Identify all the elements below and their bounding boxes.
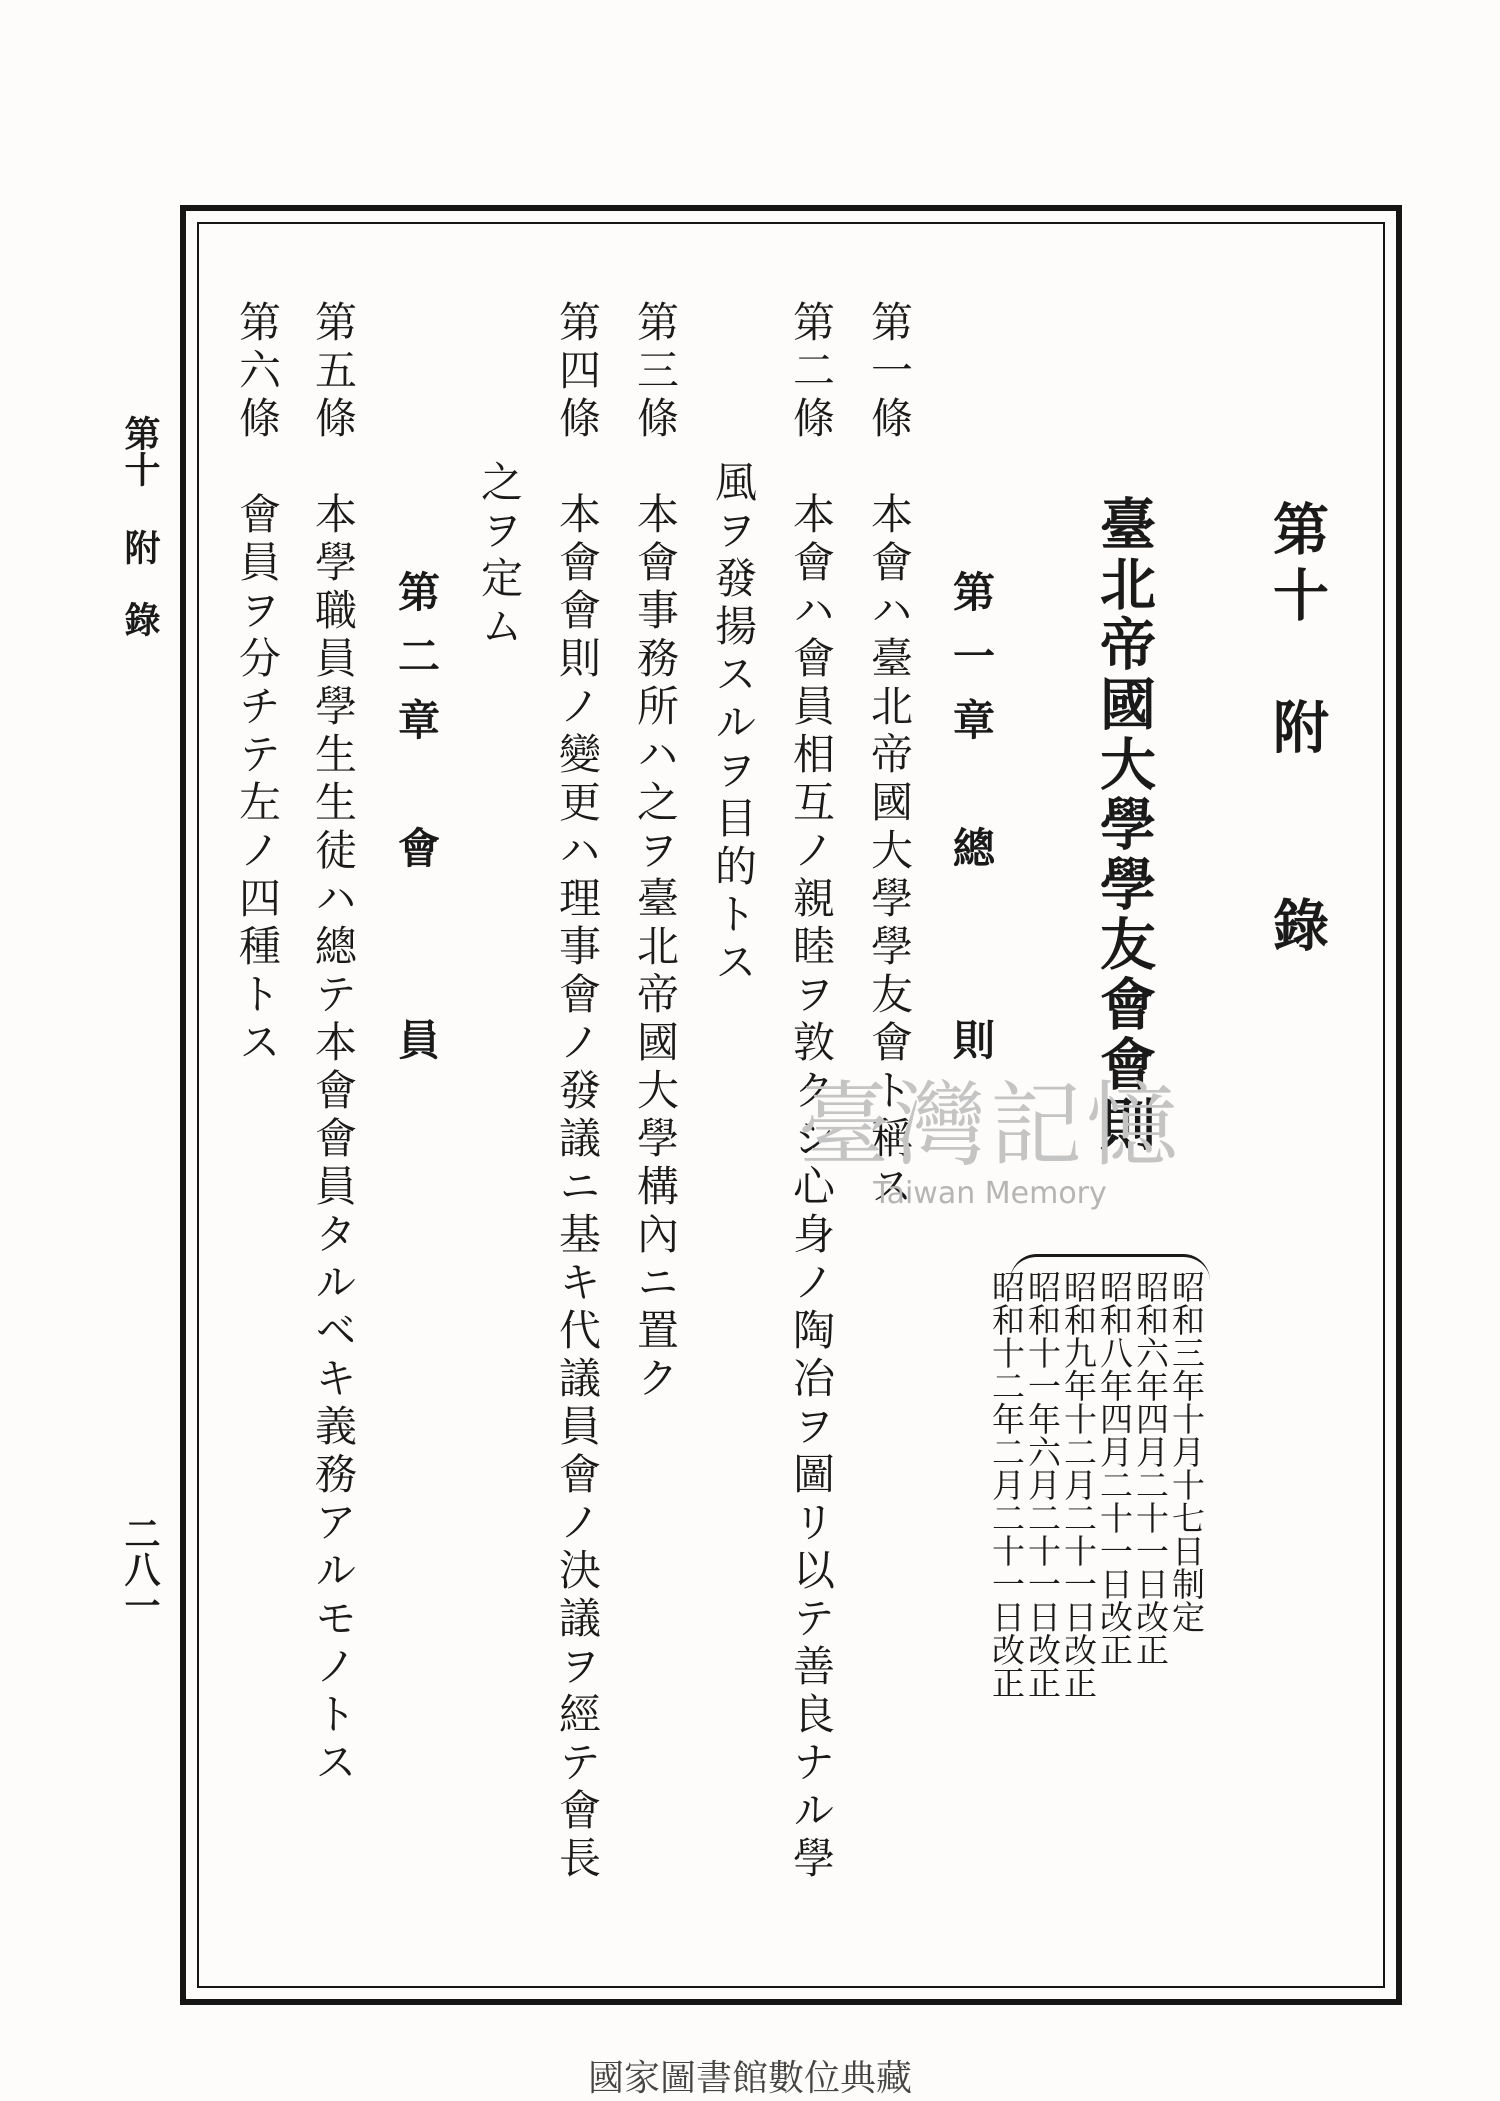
article-5: 第五條 本學職員學生生徒ハ總テ本會會員タルベキ義務アルモノトス — [309, 300, 358, 1788]
article-2: 第二條 本會ハ會員相互ノ親睦ヲ敦クシ心身ノ陶冶ヲ圖リ以テ善良ナル學 — [787, 300, 836, 1884]
history-line: 昭和十二年二月二十一日改正 — [987, 1270, 1026, 1699]
article-4-cont: 之ヲ定ム — [475, 460, 524, 652]
watermark-subtitle: Taiwan Memory — [873, 1176, 1107, 1211]
history-line: 昭和三年十月十七日制定 — [1167, 1270, 1206, 1633]
running-header: 第十 附 錄 — [119, 415, 161, 637]
rule-title: 臺北帝國大學學友會會則 — [1091, 495, 1156, 1155]
history-line: 昭和六年四月二十一日改正 — [1131, 1270, 1170, 1666]
collection-footer: 國家圖書館數位典藏 — [587, 2058, 912, 2099]
article-4: 第四條 本會會則ノ變更ハ理事會ノ發議ニ基キ代議員會ノ決議ヲ經テ會長 — [553, 300, 602, 1884]
watermark-logo — [770, 1072, 1210, 1220]
history-line: 昭和十一年六月二十一日改正 — [1023, 1270, 1062, 1699]
appendix-title: 第十 附 錄 — [1264, 500, 1329, 962]
article-1: 第一條 本會ハ臺北帝國大學學友會ト稱ス — [865, 300, 914, 1212]
chapter-1-heading: 第一章 總 則 — [947, 570, 996, 1082]
article-6: 第六條 會員ヲ分チテ左ノ四種トス — [233, 300, 282, 1068]
article-3: 第三條 本會事務所ハ之ヲ臺北帝國大學構內ニ置ク — [631, 300, 680, 1404]
article-2-cont: 風ヲ發揚スルヲ目的トス — [709, 460, 758, 988]
watermark-title: 臺灣記憶 — [797, 1072, 1182, 1179]
history-line: 昭和九年十二月二十一日改正 — [1059, 1270, 1098, 1699]
page-number: 二八一 — [119, 1515, 161, 1623]
chapter-2-heading: 第二章 會 員 — [392, 570, 441, 1082]
history-line: 昭和八年四月二十一日改正 — [1095, 1270, 1134, 1666]
